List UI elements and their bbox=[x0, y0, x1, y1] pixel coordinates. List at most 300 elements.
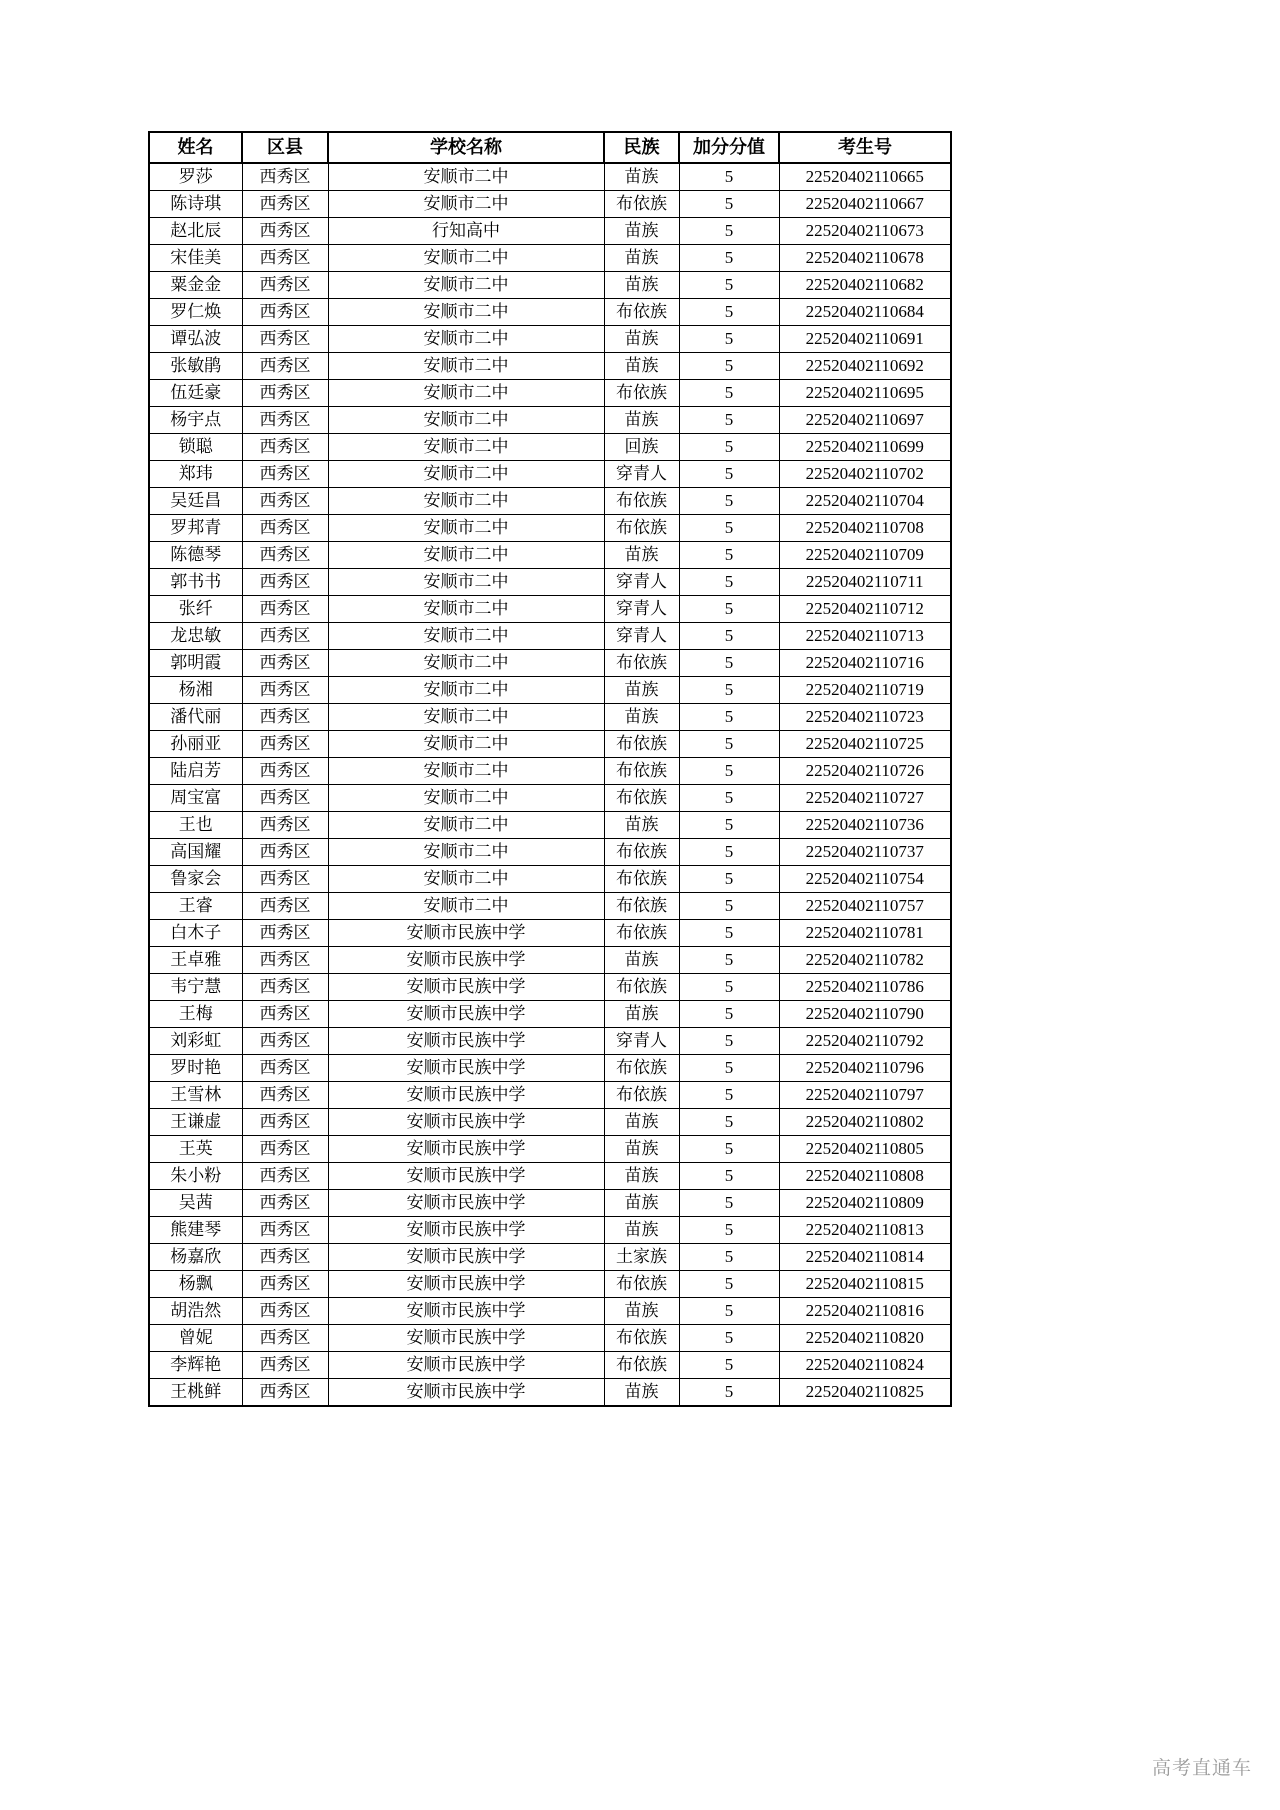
table-cell: 苗族 bbox=[604, 245, 679, 272]
table-cell: 22520402110699 bbox=[779, 434, 951, 461]
table-row bbox=[149, 677, 951, 704]
table-cell: 吴茜 bbox=[149, 1190, 242, 1217]
table-row bbox=[149, 758, 951, 785]
table-cell: 22520402110824 bbox=[779, 1352, 951, 1379]
table-cell: 22520402110820 bbox=[779, 1325, 951, 1352]
table-cell: 22520402110673 bbox=[779, 218, 951, 245]
watermark-text: 高考直通车 bbox=[1151, 1758, 1252, 1779]
table-row bbox=[149, 163, 951, 191]
table-row bbox=[149, 1379, 951, 1407]
table-cell: 郑玮 bbox=[149, 461, 242, 488]
table-cell: 穿青人 bbox=[604, 461, 679, 488]
table-cell: 西秀区 bbox=[242, 758, 328, 785]
table-cell: 杨宇点 bbox=[149, 407, 242, 434]
table-cell: 龙忠敏 bbox=[149, 623, 242, 650]
table-cell: 5 bbox=[679, 974, 779, 1001]
table-cell: 西秀区 bbox=[242, 272, 328, 299]
table-body bbox=[149, 163, 951, 1406]
table-cell: 西秀区 bbox=[242, 488, 328, 515]
table-cell: 22520402110716 bbox=[779, 650, 951, 677]
table-cell: 5 bbox=[679, 461, 779, 488]
table-cell: 22520402110805 bbox=[779, 1136, 951, 1163]
table-cell: 22520402110726 bbox=[779, 758, 951, 785]
table-cell: 安顺市民族中学 bbox=[328, 1163, 604, 1190]
table-cell: 5 bbox=[679, 812, 779, 839]
table-row bbox=[149, 326, 951, 353]
table-row bbox=[149, 866, 951, 893]
table-cell: 5 bbox=[679, 272, 779, 299]
table-cell: 杨飘 bbox=[149, 1271, 242, 1298]
table-cell: 22520402110719 bbox=[779, 677, 951, 704]
table-row bbox=[149, 1028, 951, 1055]
table-cell: 5 bbox=[679, 1163, 779, 1190]
table-cell: 22520402110782 bbox=[779, 947, 951, 974]
table-cell: 22520402110809 bbox=[779, 1190, 951, 1217]
table-cell: 西秀区 bbox=[242, 920, 328, 947]
table-cell: 5 bbox=[679, 596, 779, 623]
table-cell: 22520402110797 bbox=[779, 1082, 951, 1109]
table-cell: 5 bbox=[679, 785, 779, 812]
table-row bbox=[149, 272, 951, 299]
table-cell: 苗族 bbox=[604, 1163, 679, 1190]
table-cell: 西秀区 bbox=[242, 515, 328, 542]
table-row bbox=[149, 704, 951, 731]
table-row bbox=[149, 974, 951, 1001]
table-cell: 西秀区 bbox=[242, 1298, 328, 1325]
table-cell: 西秀区 bbox=[242, 163, 328, 191]
table-cell: 布依族 bbox=[604, 191, 679, 218]
table-row bbox=[149, 1109, 951, 1136]
table-cell: 西秀区 bbox=[242, 1082, 328, 1109]
table-cell: 5 bbox=[679, 434, 779, 461]
table-cell: 王梅 bbox=[149, 1001, 242, 1028]
table-cell: 22520402110678 bbox=[779, 245, 951, 272]
table-cell: 5 bbox=[679, 1082, 779, 1109]
table-cell: 22520402110682 bbox=[779, 272, 951, 299]
table-cell: 安顺市民族中学 bbox=[328, 1082, 604, 1109]
table-cell: 安顺市二中 bbox=[328, 163, 604, 191]
table-cell: 苗族 bbox=[604, 326, 679, 353]
table-cell: 布依族 bbox=[604, 1055, 679, 1082]
table-cell: 西秀区 bbox=[242, 245, 328, 272]
table-cell: 5 bbox=[679, 542, 779, 569]
table-cell: 穿青人 bbox=[604, 623, 679, 650]
table-cell: 22520402110727 bbox=[779, 785, 951, 812]
table-cell: 安顺市民族中学 bbox=[328, 947, 604, 974]
table-cell: 安顺市民族中学 bbox=[328, 1217, 604, 1244]
table-cell: 西秀区 bbox=[242, 1217, 328, 1244]
table-row bbox=[149, 1055, 951, 1082]
column-header: 学校名称 bbox=[328, 132, 604, 163]
table-cell: 布依族 bbox=[604, 299, 679, 326]
table-cell: 5 bbox=[679, 1001, 779, 1028]
table-cell: 苗族 bbox=[604, 1217, 679, 1244]
table-cell: 张敏鹃 bbox=[149, 353, 242, 380]
table-cell: 布依族 bbox=[604, 758, 679, 785]
table-cell: 5 bbox=[679, 245, 779, 272]
table-cell: 22520402110786 bbox=[779, 974, 951, 1001]
table-cell: 西秀区 bbox=[242, 677, 328, 704]
table-cell: 西秀区 bbox=[242, 1190, 328, 1217]
table-cell: 5 bbox=[679, 380, 779, 407]
column-header: 考生号 bbox=[779, 132, 951, 163]
table-cell: 5 bbox=[679, 191, 779, 218]
table-cell: 陈诗琪 bbox=[149, 191, 242, 218]
table-cell: 5 bbox=[679, 326, 779, 353]
table-cell: 安顺市二中 bbox=[328, 596, 604, 623]
table-cell: 西秀区 bbox=[242, 1352, 328, 1379]
table-cell: 5 bbox=[679, 1271, 779, 1298]
table-cell: 22520402110704 bbox=[779, 488, 951, 515]
table-cell: 5 bbox=[679, 1325, 779, 1352]
table-cell: 布依族 bbox=[604, 1082, 679, 1109]
table-cell: 5 bbox=[679, 1109, 779, 1136]
table-cell: 安顺市二中 bbox=[328, 434, 604, 461]
table-cell: 穿青人 bbox=[604, 596, 679, 623]
table-cell: 杨湘 bbox=[149, 677, 242, 704]
table-cell: 苗族 bbox=[604, 1379, 679, 1407]
table-cell: 安顺市二中 bbox=[328, 407, 604, 434]
table-cell: 5 bbox=[679, 1352, 779, 1379]
table-cell: 安顺市二中 bbox=[328, 542, 604, 569]
table-cell: 西秀区 bbox=[242, 1163, 328, 1190]
table-cell: 张纤 bbox=[149, 596, 242, 623]
table-cell: 西秀区 bbox=[242, 1379, 328, 1407]
table-cell: 西秀区 bbox=[242, 542, 328, 569]
table-row bbox=[149, 893, 951, 920]
table-row bbox=[149, 920, 951, 947]
table-cell: 5 bbox=[679, 947, 779, 974]
table-cell: 安顺市民族中学 bbox=[328, 974, 604, 1001]
table-cell: 西秀区 bbox=[242, 974, 328, 1001]
table-cell: 5 bbox=[679, 1217, 779, 1244]
table-row bbox=[149, 947, 951, 974]
table-cell: 5 bbox=[679, 1055, 779, 1082]
table-cell: 布依族 bbox=[604, 920, 679, 947]
table-row bbox=[149, 731, 951, 758]
table-cell: 杨嘉欣 bbox=[149, 1244, 242, 1271]
table-cell: 5 bbox=[679, 650, 779, 677]
table-cell: 安顺市二中 bbox=[328, 299, 604, 326]
table-cell: 安顺市二中 bbox=[328, 731, 604, 758]
table-cell: 西秀区 bbox=[242, 569, 328, 596]
table-header-row bbox=[149, 132, 951, 163]
table-cell: 西秀区 bbox=[242, 704, 328, 731]
bonus-points-roster-table bbox=[148, 131, 952, 1407]
table-cell: 郭书书 bbox=[149, 569, 242, 596]
table-cell: 安顺市民族中学 bbox=[328, 1352, 604, 1379]
table-cell: 5 bbox=[679, 704, 779, 731]
table-cell: 安顺市二中 bbox=[328, 353, 604, 380]
table-cell: 潘代丽 bbox=[149, 704, 242, 731]
table-cell: 西秀区 bbox=[242, 1136, 328, 1163]
table-cell: 罗邦青 bbox=[149, 515, 242, 542]
table-cell: 安顺市民族中学 bbox=[328, 1379, 604, 1407]
table-row bbox=[149, 1082, 951, 1109]
table-row bbox=[149, 812, 951, 839]
table-cell: 布依族 bbox=[604, 893, 679, 920]
table-cell: 22520402110711 bbox=[779, 569, 951, 596]
table-row bbox=[149, 839, 951, 866]
table-cell: 22520402110697 bbox=[779, 407, 951, 434]
table-cell: 西秀区 bbox=[242, 893, 328, 920]
table-cell: 白木子 bbox=[149, 920, 242, 947]
table-cell: 熊建琴 bbox=[149, 1217, 242, 1244]
table-cell: 5 bbox=[679, 515, 779, 542]
table-cell: 谭弘波 bbox=[149, 326, 242, 353]
column-header: 姓名 bbox=[149, 132, 242, 163]
table-cell: 苗族 bbox=[604, 272, 679, 299]
table-cell: 22520402110691 bbox=[779, 326, 951, 353]
table-cell: 周宝富 bbox=[149, 785, 242, 812]
table-cell: 王桃鲜 bbox=[149, 1379, 242, 1407]
table-cell: 安顺市民族中学 bbox=[328, 1028, 604, 1055]
table-cell: 苗族 bbox=[604, 542, 679, 569]
table-cell: 布依族 bbox=[604, 515, 679, 542]
table-cell: 22520402110709 bbox=[779, 542, 951, 569]
table-cell: 西秀区 bbox=[242, 1244, 328, 1271]
table-cell: 布依族 bbox=[604, 380, 679, 407]
table-cell: 西秀区 bbox=[242, 731, 328, 758]
table-cell: 安顺市民族中学 bbox=[328, 920, 604, 947]
table-cell: 安顺市二中 bbox=[328, 704, 604, 731]
table-row bbox=[149, 1163, 951, 1190]
table-row bbox=[149, 1271, 951, 1298]
table-cell: 西秀区 bbox=[242, 299, 328, 326]
table-cell: 22520402110725 bbox=[779, 731, 951, 758]
table-cell: 22520402110796 bbox=[779, 1055, 951, 1082]
table-cell: 安顺市二中 bbox=[328, 461, 604, 488]
table-cell: 韦宁慧 bbox=[149, 974, 242, 1001]
table-cell: 穿青人 bbox=[604, 569, 679, 596]
table-cell: 安顺市二中 bbox=[328, 758, 604, 785]
table-cell: 苗族 bbox=[604, 1190, 679, 1217]
table-cell: 5 bbox=[679, 569, 779, 596]
table-row bbox=[149, 1325, 951, 1352]
table-cell: 5 bbox=[679, 1379, 779, 1407]
table-cell: 粟金金 bbox=[149, 272, 242, 299]
table-row bbox=[149, 434, 951, 461]
table-cell: 西秀区 bbox=[242, 407, 328, 434]
table-cell: 安顺市民族中学 bbox=[328, 1298, 604, 1325]
table-cell: 安顺市二中 bbox=[328, 380, 604, 407]
table-row bbox=[149, 407, 951, 434]
table-cell: 西秀区 bbox=[242, 218, 328, 245]
table-cell: 22520402110667 bbox=[779, 191, 951, 218]
table-cell: 安顺市二中 bbox=[328, 677, 604, 704]
table-cell: 安顺市二中 bbox=[328, 650, 604, 677]
table-cell: 布依族 bbox=[604, 785, 679, 812]
table-cell: 安顺市二中 bbox=[328, 326, 604, 353]
table-cell: 安顺市二中 bbox=[328, 866, 604, 893]
table-row bbox=[149, 488, 951, 515]
table-cell: 22520402110692 bbox=[779, 353, 951, 380]
table-cell: 22520402110665 bbox=[779, 163, 951, 191]
table-cell: 西秀区 bbox=[242, 191, 328, 218]
table-cell: 22520402110723 bbox=[779, 704, 951, 731]
table-cell: 罗仁焕 bbox=[149, 299, 242, 326]
table-row bbox=[149, 461, 951, 488]
table-cell: 苗族 bbox=[604, 1001, 679, 1028]
table-cell: 安顺市二中 bbox=[328, 191, 604, 218]
table-cell: 西秀区 bbox=[242, 380, 328, 407]
table-cell: 西秀区 bbox=[242, 326, 328, 353]
table-cell: 5 bbox=[679, 623, 779, 650]
table-cell: 安顺市二中 bbox=[328, 812, 604, 839]
table-cell: 安顺市二中 bbox=[328, 515, 604, 542]
table-cell: 赵北辰 bbox=[149, 218, 242, 245]
table-row bbox=[149, 218, 951, 245]
table-cell: 5 bbox=[679, 731, 779, 758]
table-cell: 22520402110813 bbox=[779, 1217, 951, 1244]
table-cell: 西秀区 bbox=[242, 434, 328, 461]
table-row bbox=[149, 1244, 951, 1271]
table-cell: 李辉艳 bbox=[149, 1352, 242, 1379]
column-header: 区县 bbox=[242, 132, 328, 163]
table-cell: 苗族 bbox=[604, 1136, 679, 1163]
table-cell: 西秀区 bbox=[242, 596, 328, 623]
table-cell: 西秀区 bbox=[242, 839, 328, 866]
table-row bbox=[149, 1298, 951, 1325]
table-cell: 22520402110684 bbox=[779, 299, 951, 326]
table-cell: 王雪林 bbox=[149, 1082, 242, 1109]
table-row bbox=[149, 1352, 951, 1379]
table-cell: 安顺市二中 bbox=[328, 893, 604, 920]
table-cell: 陈德琴 bbox=[149, 542, 242, 569]
table-cell: 5 bbox=[679, 299, 779, 326]
table-cell: 安顺市民族中学 bbox=[328, 1190, 604, 1217]
table-cell: 胡浩然 bbox=[149, 1298, 242, 1325]
table-cell: 22520402110702 bbox=[779, 461, 951, 488]
column-header: 加分分值 bbox=[679, 132, 779, 163]
table-cell: 西秀区 bbox=[242, 1271, 328, 1298]
table-cell: 安顺市二中 bbox=[328, 272, 604, 299]
table-cell: 王睿 bbox=[149, 893, 242, 920]
table-cell: 苗族 bbox=[604, 353, 679, 380]
table-cell: 陆启芳 bbox=[149, 758, 242, 785]
table-cell: 苗族 bbox=[604, 1109, 679, 1136]
table-cell: 安顺市二中 bbox=[328, 839, 604, 866]
table-cell: 高国耀 bbox=[149, 839, 242, 866]
table-cell: 行知高中 bbox=[328, 218, 604, 245]
table-row bbox=[149, 380, 951, 407]
table-cell: 布依族 bbox=[604, 731, 679, 758]
table-cell: 布依族 bbox=[604, 839, 679, 866]
table-cell: 苗族 bbox=[604, 812, 679, 839]
table-cell: 5 bbox=[679, 677, 779, 704]
table-cell: 22520402110825 bbox=[779, 1379, 951, 1407]
table-cell: 安顺市民族中学 bbox=[328, 1136, 604, 1163]
table-cell: 5 bbox=[679, 758, 779, 785]
table-cell: 王谦虚 bbox=[149, 1109, 242, 1136]
table-cell: 5 bbox=[679, 163, 779, 191]
table-cell: 安顺市二中 bbox=[328, 785, 604, 812]
table-cell: 西秀区 bbox=[242, 1028, 328, 1055]
table-cell: 苗族 bbox=[604, 218, 679, 245]
table-cell: 安顺市民族中学 bbox=[328, 1325, 604, 1352]
table-cell: 西秀区 bbox=[242, 947, 328, 974]
table-cell: 22520402110790 bbox=[779, 1001, 951, 1028]
table-cell: 22520402110792 bbox=[779, 1028, 951, 1055]
table-cell: 布依族 bbox=[604, 974, 679, 1001]
table-cell: 安顺市民族中学 bbox=[328, 1001, 604, 1028]
table-cell: 西秀区 bbox=[242, 1109, 328, 1136]
table-cell: 苗族 bbox=[604, 947, 679, 974]
table-cell: 刘彩虹 bbox=[149, 1028, 242, 1055]
table-row bbox=[149, 1217, 951, 1244]
table-row bbox=[149, 542, 951, 569]
table-cell: 穿青人 bbox=[604, 1028, 679, 1055]
table-cell: 5 bbox=[679, 839, 779, 866]
table-cell: 安顺市民族中学 bbox=[328, 1109, 604, 1136]
table-row bbox=[149, 1136, 951, 1163]
table-cell: 回族 bbox=[604, 434, 679, 461]
table-cell: 锁聪 bbox=[149, 434, 242, 461]
table-cell: 苗族 bbox=[604, 704, 679, 731]
table-row bbox=[149, 245, 951, 272]
table-cell: 西秀区 bbox=[242, 461, 328, 488]
table-row bbox=[149, 515, 951, 542]
table-cell: 安顺市民族中学 bbox=[328, 1055, 604, 1082]
table-cell: 苗族 bbox=[604, 407, 679, 434]
table-cell: 曾妮 bbox=[149, 1325, 242, 1352]
table-cell: 苗族 bbox=[604, 163, 679, 191]
table-row bbox=[149, 785, 951, 812]
table-cell: 西秀区 bbox=[242, 785, 328, 812]
table-cell: 布依族 bbox=[604, 1325, 679, 1352]
table-cell: 王卓雅 bbox=[149, 947, 242, 974]
table-cell: 22520402110781 bbox=[779, 920, 951, 947]
table-cell: 苗族 bbox=[604, 677, 679, 704]
table-cell: 土家族 bbox=[604, 1244, 679, 1271]
table-cell: 苗族 bbox=[604, 1298, 679, 1325]
table-cell: 5 bbox=[679, 218, 779, 245]
table-cell: 西秀区 bbox=[242, 353, 328, 380]
table-cell: 伍廷豪 bbox=[149, 380, 242, 407]
table-cell: 西秀区 bbox=[242, 1325, 328, 1352]
table-row bbox=[149, 1001, 951, 1028]
table-cell: 西秀区 bbox=[242, 1055, 328, 1082]
table-row bbox=[149, 353, 951, 380]
table-row bbox=[149, 596, 951, 623]
table-cell: 布依族 bbox=[604, 1352, 679, 1379]
table-cell: 安顺市民族中学 bbox=[328, 1271, 604, 1298]
table-cell: 22520402110814 bbox=[779, 1244, 951, 1271]
table-cell: 22520402110816 bbox=[779, 1298, 951, 1325]
table-cell: 22520402110808 bbox=[779, 1163, 951, 1190]
table-cell: 22520402110737 bbox=[779, 839, 951, 866]
table-cell: 西秀区 bbox=[242, 650, 328, 677]
table-row bbox=[149, 623, 951, 650]
table-cell: 5 bbox=[679, 866, 779, 893]
table-cell: 王也 bbox=[149, 812, 242, 839]
table-cell: 鲁家会 bbox=[149, 866, 242, 893]
table-cell: 22520402110713 bbox=[779, 623, 951, 650]
table-header-row bbox=[149, 132, 951, 163]
table-cell: 罗时艳 bbox=[149, 1055, 242, 1082]
table-cell: 宋佳美 bbox=[149, 245, 242, 272]
table-cell: 布依族 bbox=[604, 866, 679, 893]
table-row bbox=[149, 650, 951, 677]
column-header: 民族 bbox=[604, 132, 679, 163]
table-cell: 5 bbox=[679, 893, 779, 920]
table-cell: 5 bbox=[679, 488, 779, 515]
table-cell: 22520402110802 bbox=[779, 1109, 951, 1136]
table-cell: 5 bbox=[679, 1190, 779, 1217]
table-row bbox=[149, 191, 951, 218]
table-cell: 5 bbox=[679, 353, 779, 380]
table-cell: 安顺市二中 bbox=[328, 569, 604, 596]
